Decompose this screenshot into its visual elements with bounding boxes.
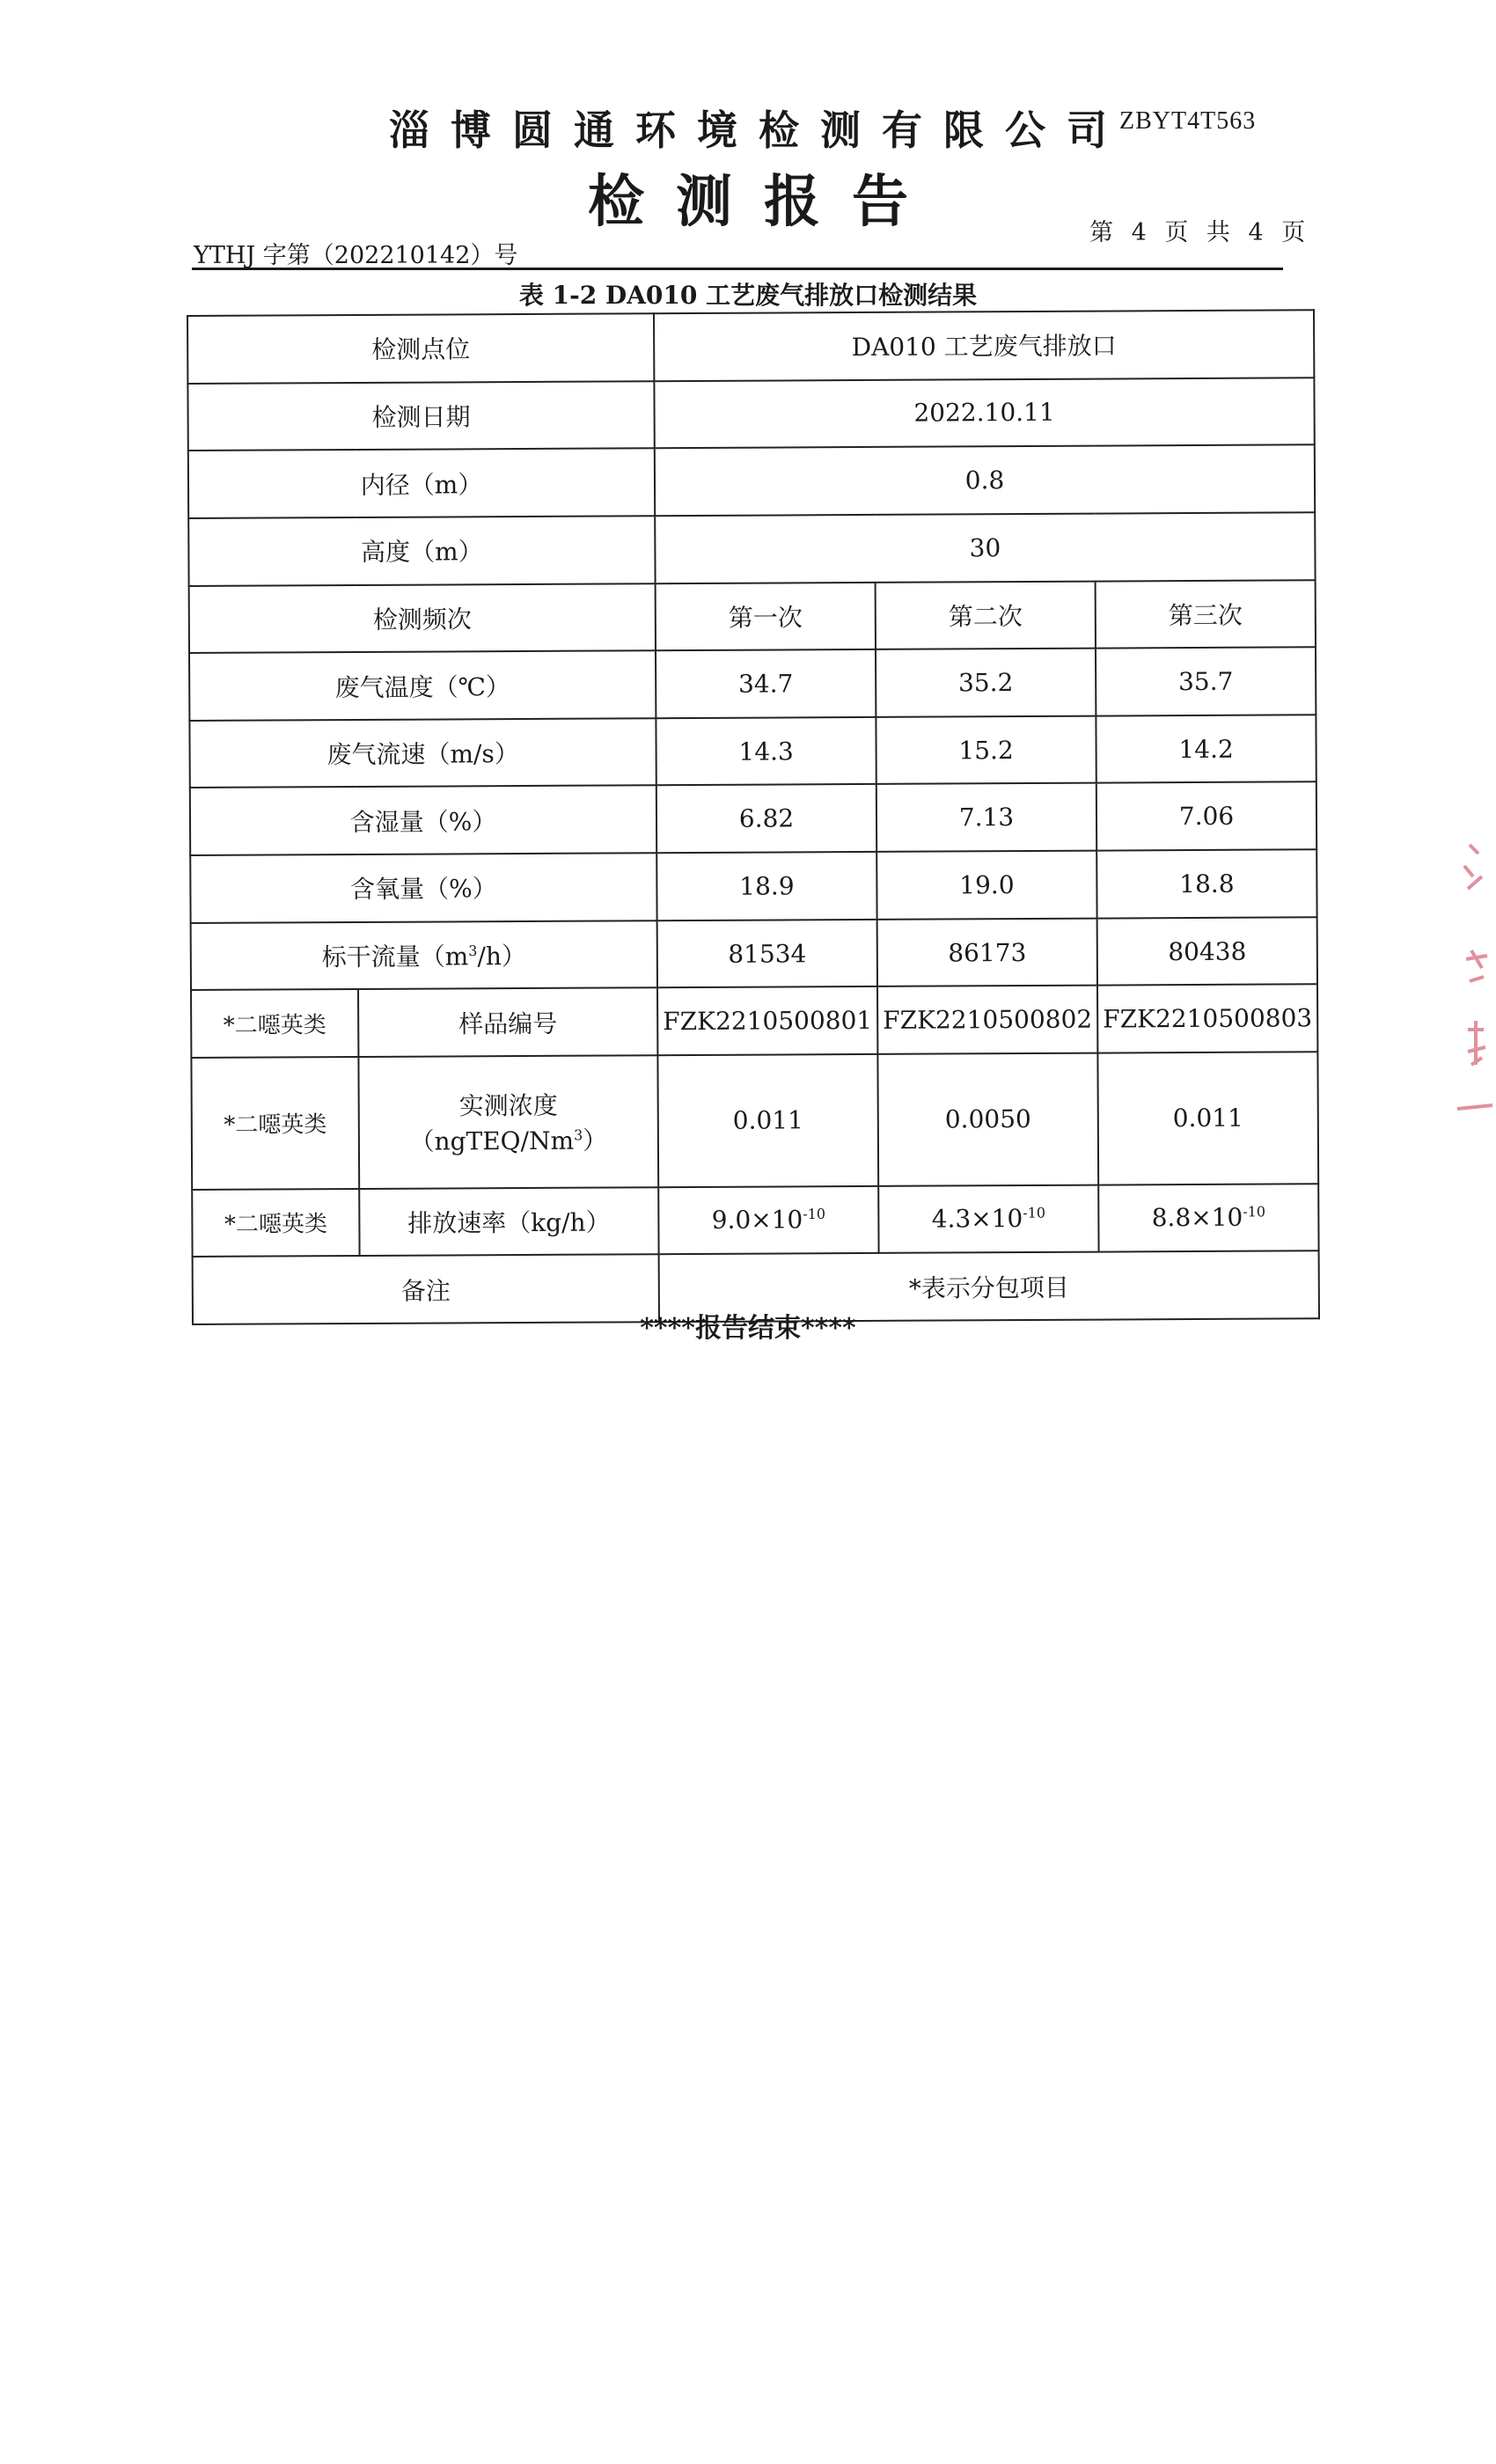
flow-label-prefix: 标干流量（m [321, 942, 469, 972]
oxygen-value-1: 18.9 [656, 852, 876, 920]
table-row [187, 378, 1314, 451]
table-row [191, 1052, 1318, 1189]
rate-exponent: -10 [1243, 1203, 1266, 1221]
temperature-label: 废气温度（℃） [189, 650, 656, 720]
sample-id-3: FZK2210500803 [1097, 985, 1317, 1053]
temperature-value-1: 34.7 [656, 649, 876, 718]
oxygen-label: 含氧量（%） [190, 853, 656, 922]
location-value: DA010 工艺废气排放口 [654, 310, 1314, 381]
velocity-value-1: 14.3 [656, 717, 876, 786]
table-row [189, 647, 1316, 720]
flow-value-2: 86173 [877, 918, 1097, 986]
date-label: 检测日期 [187, 381, 654, 451]
concentration-value-1: 0.011 [657, 1054, 878, 1187]
flow-label-sup: 3 [468, 942, 478, 960]
table-caption: 表 1-2 DA010 工艺废气排放口检测结果 [518, 281, 978, 310]
table-row [191, 985, 1317, 1058]
table-row [189, 580, 1316, 653]
red-seal-stamp [1452, 827, 1496, 1126]
height-label: 高度（m） [188, 516, 655, 585]
concentration-label-suffix: ） [583, 1126, 608, 1155]
page-indicator: 第 4 页 共 4 页 [1089, 219, 1311, 246]
sample-id-label: 样品编号 [358, 988, 657, 1057]
concentration-label-prefix: 实测浓度（ngTEQ/Nm [409, 1090, 575, 1156]
dioxin-label: *二噁英类 [191, 1057, 359, 1190]
sample-id-1: FZK2210500801 [657, 986, 877, 1055]
table-row [187, 310, 1314, 383]
frequency-label: 检测频次 [189, 583, 656, 653]
rate-value-1 [658, 1186, 878, 1255]
document-code: ZBYT4T563 [1119, 107, 1257, 135]
table-row [190, 849, 1316, 922]
report-number: YTHJ 字第（202210142）号 [194, 242, 518, 269]
report-end-marker: ****报告结束**** [640, 1313, 856, 1344]
flow-value-3: 80438 [1097, 917, 1317, 986]
rate-mantissa: 8.8×10 [1151, 1203, 1243, 1233]
report-title: 检测报告 [588, 169, 940, 235]
frequency-1: 第一次 [656, 582, 876, 650]
dioxin-label: *二噁英类 [192, 1189, 359, 1258]
height-value: 30 [655, 512, 1315, 583]
table-row [188, 445, 1315, 518]
concentration-value-3: 0.011 [1097, 1052, 1318, 1184]
moisture-value-2: 7.13 [876, 783, 1096, 852]
concentration-label [358, 1055, 658, 1188]
table-row [191, 917, 1317, 990]
concentration-value-2: 0.0050 [877, 1053, 1098, 1186]
table-row [188, 512, 1315, 585]
flow-label [191, 920, 657, 990]
table-row [190, 782, 1316, 855]
remark-label: 备注 [193, 1255, 659, 1324]
table-row [189, 715, 1316, 788]
temperature-value-3: 35.7 [1096, 647, 1316, 715]
diameter-value: 0.8 [655, 445, 1315, 517]
rate-exponent: -10 [1023, 1205, 1046, 1222]
frequency-2: 第二次 [876, 581, 1096, 649]
velocity-value-3: 14.2 [1096, 715, 1316, 783]
sample-id-2: FZK2210500802 [877, 986, 1097, 1054]
temperature-value-2: 35.2 [876, 649, 1096, 717]
seal-fragment-icon [1452, 827, 1496, 1126]
concentration-label-sup: 3 [573, 1126, 583, 1144]
rate-value-3 [1098, 1184, 1318, 1252]
remark-value: *表示分包项目 [659, 1251, 1319, 1323]
diameter-label: 内径（m） [188, 448, 655, 517]
rate-exponent: -10 [803, 1206, 826, 1223]
moisture-value-3: 7.06 [1096, 782, 1316, 851]
flow-label-suffix: /h） [477, 942, 527, 972]
results-table [187, 309, 1320, 1325]
company-name: 淄博圆通环境检测有限公司 [389, 106, 1128, 154]
table-row [192, 1184, 1318, 1257]
rate-mantissa: 4.3×10 [931, 1204, 1023, 1235]
moisture-value-1: 6.82 [656, 784, 876, 853]
header-divider [192, 268, 1283, 270]
date-value: 2022.10.11 [654, 378, 1314, 449]
velocity-label: 废气流速（m/s） [189, 718, 656, 788]
oxygen-value-3: 18.8 [1096, 849, 1316, 918]
rate-mantissa: 9.0×10 [711, 1205, 803, 1236]
flow-value-1: 81534 [657, 920, 877, 988]
frequency-3: 第三次 [1096, 580, 1316, 649]
velocity-value-2: 15.2 [876, 715, 1096, 784]
rate-value-2 [878, 1184, 1098, 1253]
moisture-label: 含湿量（%） [190, 786, 656, 855]
rate-label: 排放速率（kg/h） [359, 1187, 658, 1256]
dioxin-label: *二噁英类 [191, 989, 358, 1058]
oxygen-value-2: 19.0 [876, 851, 1096, 920]
location-label: 检测点位 [187, 313, 654, 383]
